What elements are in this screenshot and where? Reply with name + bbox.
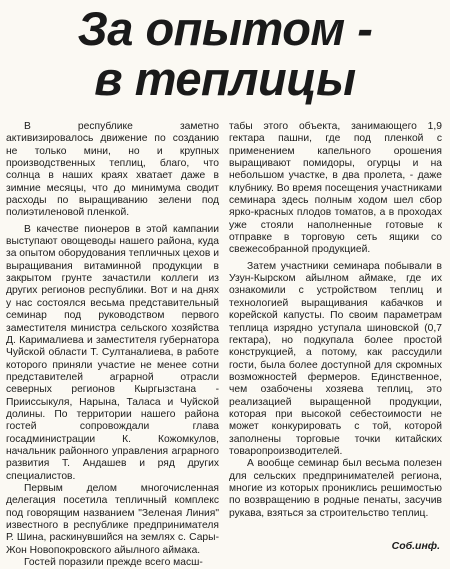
author-signature: Соб.инф. (391, 540, 440, 552)
paragraph: Затем участники семинара побывали в Узун-Кырском айылном аймаке, где их ознакомили с устройством теплиц и технологией выращивания кабачков и корейской капусты. По своим параметрам теплица изрядно уступала шиновской (0,7 гектара), но подкупала более простой конструкцией, а потому, как рассудили гости, была более доступной для скромных возможностей фермеров. Единственное, чем озабочены хозяева теплиц, это реализацией выращенной продукции, которая при высокой себестоимости не может конкурировать с той, которой заполнены торговые точки китайских товаропроизводителей. (229, 260, 442, 457)
paragraph: Гостей поразили прежде всего масш- (24, 557, 203, 569)
paragraph: В республике заметно активизировалось движение по созданию не только мини, но и крупных производственных теплиц, благо, что солнца в наших краях хватает даже в зимние месяцы, что до минимума сводит расходы по выращиванию зелени под полиэтиленовой пленкой. (6, 121, 219, 219)
paragraph-continued: табы этого объекта, занимающего 1,9 гектара пашни, где под пленкой с применением капельного орошения выращивают помидоры, огурцы и на небольшом участке, в два пролета, - даже клубнику. Во время посещения участниками семинара здесь полным ходом шел сбор ярко-красных плодов томатов, а в проходах уже стояли наполненные готовые к отправке в торговую сеть ящики со свежесобранной продукцией. (229, 121, 442, 256)
article-column-left (6, 121, 219, 569)
headline-line-2: в теплицы (94, 52, 356, 105)
headline (0, 4, 450, 104)
paragraph: В качестве пионеров в этой кампании выступают овощеводы нашего района, куда за опытом оборудования тепличных цехов и выращивания витаминной продукции в закрытом грунте зачастили коллеги из других регионов республики. Вот и на днях у нас состоялся весьма представительный семинар под руководством первого заместителя министра сельского хозяйства Д. Карималиева и заместителя губернатора Чуйской области Т. Султаналиева, в работе которого приняли участие не менее сотни представителей аграрной отрасли северных регионов Кыргызстана - Прииссыкуля, Нарына, Таласа и Чуйской долины. По территории нашего района гостей сопровождали глава госадминистрации К. Кожомкулов, начальник районного управления аграрного развития Т. Андашев и ряд других специалистов. (6, 223, 219, 482)
article-column-right (229, 121, 442, 520)
paragraph: Первым делом многочисленная делегация посетила тепличный комплекс под говорящим названием "Зеленая Линия" известного в республике предпринимателя Р. Шина, раскинувшийся на землях с. Сары-Жон Новопокровского айылного аймака. (6, 482, 219, 556)
paragraph: А вообще семинар был весьма полезен для сельских предпринимателей региона, многие из которых прониклись решимостью по возвращению в родные пенаты, засучив рукава, взяться за строительство теплиц. (229, 458, 442, 519)
headline-line-1: За опытом - (77, 2, 373, 55)
